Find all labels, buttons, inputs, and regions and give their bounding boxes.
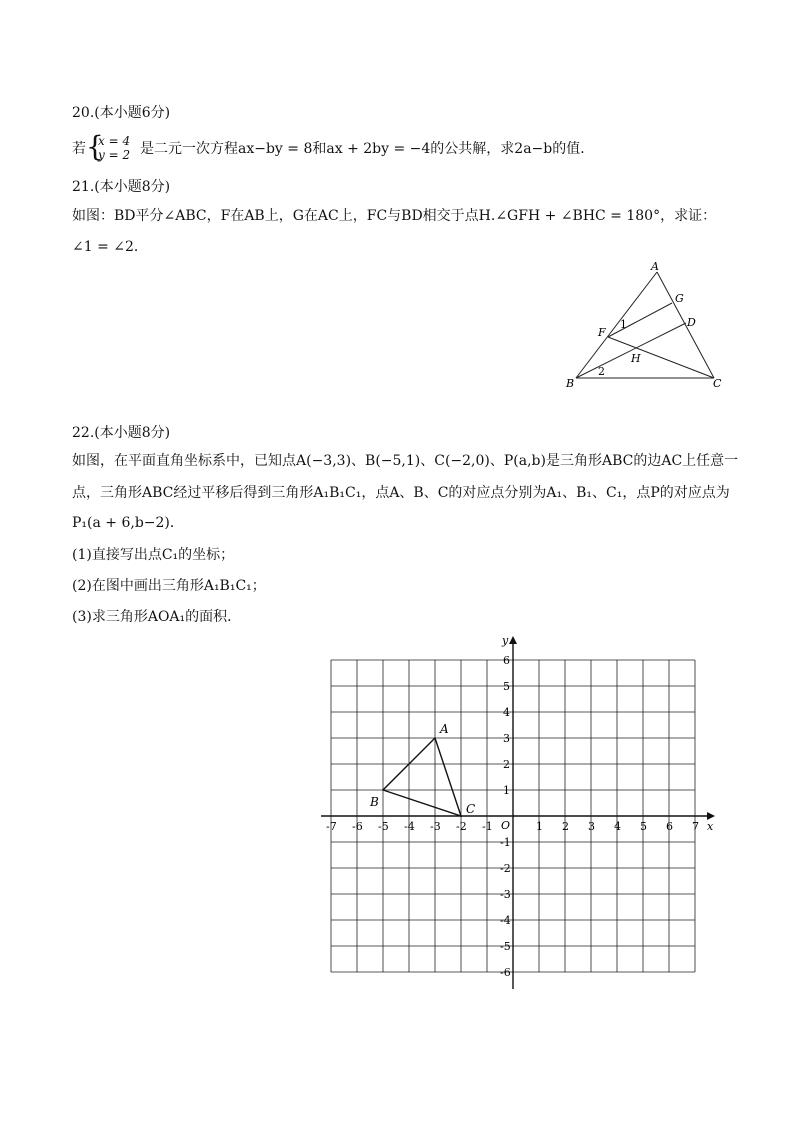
label-1: 1 xyxy=(620,318,627,331)
x-tick-label: -1 xyxy=(482,820,493,833)
x-tick-label: -7 xyxy=(326,820,337,833)
x-tick-label: 3 xyxy=(588,820,595,833)
q22-part1: (1)直接写出点C₁的坐标； xyxy=(72,547,235,563)
label-2: 2 xyxy=(598,365,605,378)
label-c: C xyxy=(713,377,722,390)
q22-part2: (2)在图中画出三角形A₁B₁C₁； xyxy=(72,578,266,594)
q22-line3: P₁(a + 6,b−2)． xyxy=(72,515,184,531)
y-tick-label: 3 xyxy=(503,732,510,745)
origin-label: O xyxy=(501,819,511,832)
x-tick-label: -2 xyxy=(456,820,467,833)
y-tick-label: -2 xyxy=(500,862,511,875)
x-tick-label: -5 xyxy=(378,820,389,833)
x-tick-label: 1 xyxy=(536,820,543,833)
segment-ab xyxy=(576,272,657,378)
label-d: D xyxy=(687,316,696,329)
q21-line1: 如图：BD平分∠ABC，F在AB上，G在AC上，FC与BD相交于点H.∠GFH + ∠BHC = 180°，求证： xyxy=(72,208,717,224)
y-tick-label: -4 xyxy=(500,914,511,927)
x-tick-label: -4 xyxy=(404,820,415,833)
x-axis-arrow-icon xyxy=(707,812,715,820)
q20-prefix: 若 xyxy=(72,141,86,157)
x-tick-label: 5 xyxy=(640,820,647,833)
triangle-abc xyxy=(383,738,461,816)
label-b: B xyxy=(566,377,575,390)
y-tick-label: 2 xyxy=(503,758,510,771)
q21-line2: ∠1 = ∠2． xyxy=(72,239,148,255)
segment-fg xyxy=(608,303,672,337)
q20-statement xyxy=(72,130,595,164)
y-tick-label: -6 xyxy=(500,966,511,979)
y-tick-label: 6 xyxy=(503,654,510,667)
y-axis-arrow-icon xyxy=(509,636,517,644)
q22-line1: 如图，在平面直角坐标系中，已知点A(−3,3)、B(−5,1)、C(−2,0)、P(a,b)是三角形ABC的边AC上任意一 xyxy=(72,453,739,469)
triangle-figure xyxy=(560,255,735,395)
x-tick-label: -6 xyxy=(352,820,363,833)
y-tick-label: 5 xyxy=(503,680,510,693)
point-label-c: C xyxy=(466,802,476,816)
brace-icon: { xyxy=(86,130,104,163)
system-eq1: x = 4 xyxy=(98,134,131,148)
label-a: A xyxy=(651,260,659,273)
system-eq2: y = 2 xyxy=(98,148,131,162)
segment-ac xyxy=(657,272,714,378)
q22-line2: 点，三角形ABC经过平移后得到三角形A₁B₁C₁，点A、B、C的对应点分别为A₁、B₁、C₁，点P的对应点为 xyxy=(72,485,730,501)
label-g: G xyxy=(675,292,684,305)
x-tick-label: 2 xyxy=(562,820,569,833)
segment-fc xyxy=(608,337,714,378)
q22-heading: 22.(本小题8分) xyxy=(72,425,171,441)
point-label-b: B xyxy=(370,795,379,809)
q20-rest: 是二元一次方程ax−by = 8和ax + 2by = −4的公共解，求2a−b的值． xyxy=(140,141,595,157)
point-label-a: A xyxy=(440,722,449,736)
x-tick-label: -3 xyxy=(430,820,441,833)
y-tick-label: 4 xyxy=(503,706,510,719)
y-tick-label: -1 xyxy=(500,836,511,849)
coordinate-grid xyxy=(310,628,730,998)
q21-heading: 21.(本小题8分) xyxy=(72,179,171,195)
equation-system xyxy=(86,130,138,164)
y-tick-label: -5 xyxy=(500,940,511,953)
y-tick-label: 1 xyxy=(503,784,510,797)
label-f: F xyxy=(598,326,606,339)
q22-part3: (3)求三角形AOA₁的面积． xyxy=(72,609,242,625)
label-h: H xyxy=(631,352,641,365)
segment-bd xyxy=(576,323,686,378)
x-axis-label: x xyxy=(707,820,714,833)
y-tick-label: -3 xyxy=(500,888,511,901)
y-axis-label: y xyxy=(502,634,509,647)
x-tick-label: 4 xyxy=(614,820,621,833)
x-tick-label: 7 xyxy=(692,820,699,833)
x-tick-label: 6 xyxy=(666,820,673,833)
q20-heading: 20.(本小题6分) xyxy=(72,105,171,121)
